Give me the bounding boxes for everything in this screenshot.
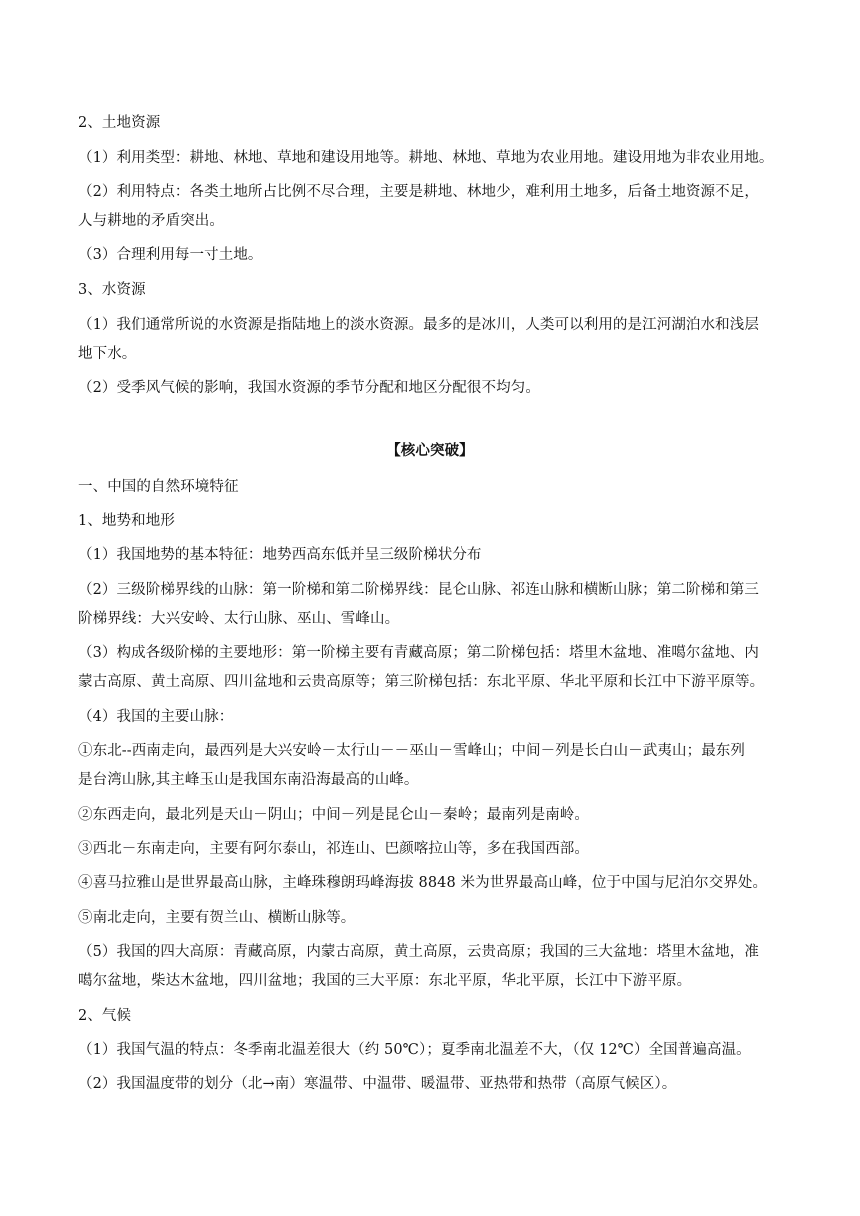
paragraph-line: ④喜马拉雅山是世界最高山脉，主峰珠穆朗玛峰海拔 8848 米为世界最高山峰，位于中国与尼泊尔交界处。 (78, 875, 768, 891)
paragraph-line: ②东西走向，最北列是天山－阴山；中间－列是昆仑山－秦岭；最南列是南岭。 (78, 807, 589, 823)
paragraph-line: ①东北--西南走向，最西列是大兴安岭－太行山－－巫山－雪峰山；中间－列是长白山－武夷山；最东列 (78, 743, 745, 759)
paragraph-line: 阶梯界线：大兴安岭、太行山脉、巫山、雪峰山。 (78, 611, 400, 627)
section-heading-land: 2、土地资源 (78, 115, 161, 131)
paragraph-line: （3）构成各级阶梯的主要地形：第一阶梯主要有青藏高原；第二阶梯包括：塔里木盆地、准噶尔盆地、内 (78, 645, 759, 661)
paragraph-line: （5）我国的四大高原：青藏高原，内蒙古高原，黄土高原，云贵高原；我国的三大盆地：塔里木盆地，准 (78, 944, 759, 960)
paragraph-line: 地下水。 (78, 346, 137, 362)
core-breakthrough-heading: 【核心突破】 (386, 442, 474, 459)
section-heading-terrain: 1、地势和地形 (78, 513, 175, 529)
paragraph-line: （1）利用类型：耕地、林地、草地和建设用地等。耕地、林地、草地为农业用地。建设用地为非农业用地。 (78, 150, 774, 166)
paragraph-line: （1）我国气温的特点：冬季南北温差很大（约 50℃）；夏季南北温差不大，（仅 12℃）全国普遍高温。 (78, 1042, 751, 1058)
paragraph-line: （2）利用特点：各类土地所占比例不尽合理，主要是耕地、林地少，难利用土地多，后备土地资源不足， (78, 184, 759, 200)
paragraph-line: （1）我国地势的基本特征：地势西高东低并呈三级阶梯状分布 (78, 547, 482, 563)
paragraph-line: ③西北－东南走向，主要有阿尔泰山，祁连山、巴颜喀拉山等，多在我国西部。 (78, 841, 589, 857)
paragraph-line: （2）三级阶梯界线的山脉：第一阶梯和第二阶梯界线：昆仑山脉、祁连山脉和横断山脉；第二阶梯和第三 (78, 582, 759, 598)
paragraph-line: ⑤南北走向，主要有贺兰山、横断山脉等。 (78, 910, 356, 926)
paragraph-line: （2）我国温度带的划分（北→南）寒温带、中温带、暖温带、亚热带和热带（高原气候区）。 (78, 1076, 677, 1092)
section-heading-climate: 2、气候 (78, 1008, 132, 1024)
paragraph-line: （3）合理利用每一寸土地。 (78, 247, 263, 263)
paragraph-line: （1）我们通常所说的水资源是指陆地上的淡水资源。最多的是冰川，人类可以利用的是江河湖泊水和浅层 (78, 317, 759, 333)
paragraph-line: 蒙古高原、黄土高原、四川盆地和云贵高原等；第三阶梯包括：东北平原、华北平原和长江中下游平原等。 (78, 674, 765, 690)
paragraph-line: （4）我国的主要山脉： (78, 709, 234, 725)
paragraph-line: 人与耕地的矛盾突出。 (78, 213, 224, 229)
paragraph-line: 是台湾山脉,其主峰玉山是我国东南沿海最高的山峰。 (78, 772, 419, 788)
chapter-heading: 一、中国的自然环境特征 (78, 479, 239, 495)
paragraph-line: （2）受季风气候的影响，我国水资源的季节分配和地区分配很不均匀。 (78, 380, 540, 396)
paragraph-line: 噶尔盆地，柴达木盆地，四川盆地；我国的三大平原：东北平原，华北平原，长江中下游平原。 (78, 973, 692, 989)
section-heading-water: 3、水资源 (78, 282, 146, 298)
